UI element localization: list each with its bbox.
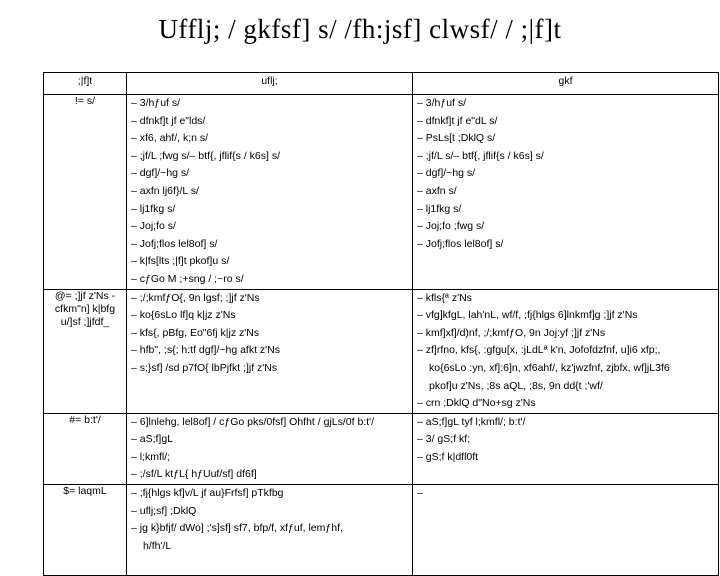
list-item: – k|fs[lts ;|f]t pkof]u s/ [131,255,230,268]
list-item: – kfs{, pBfg, Eo"6fj k|jz z'Ns [131,326,260,339]
list-item: h/fh'/L [143,539,172,552]
list-item: – hfb", ;s{; h:tf dgf]/~hg afkt z'Ns [131,344,281,357]
category-cell: $= laqmL [44,485,127,576]
header-municipality: gkf [413,73,719,95]
village-items [127,289,413,413]
list-item: – kfls{ª z'Ns [417,291,472,304]
list-item: – zf]rfno, kfs{, :gfgu[x, :jLdLª k'n, Jofofdzfnf, u]i6 xfp;, [417,344,661,357]
category-cell: @= ;]jf z'Ns -cfkm"n] k|bfg u/]sf ;]jfdf_ [44,289,127,413]
list-item: – ;/sf/L ktƒL{ hƒUuf/sf] df6f] [131,468,257,481]
list-item: – dfnkf]t jf e"dL s/ [417,114,498,127]
list-item: – dgf]/~hg s/ [417,167,476,180]
list-item: – ko{6sLo lf]q k|jz z'Ns [131,309,236,322]
header-village: uflj; [127,73,413,95]
list-item: – gS;f k|dfl0ft [417,450,479,463]
table-row [44,95,719,290]
list-item: – Jofj;flos lel8of] s/ [417,237,504,250]
list-item: pkof]u z'Ns, ;8s aQL, ;8s, 9n dd{t ;'wf/ [429,379,603,392]
list-item: – lj1fkg s/ [131,202,176,215]
page-title: Ufflj; / gkfsf] s/ /fh:jsf] clwsf/ / ;|f]t [158,14,562,44]
list-item: – aS;f]gL [131,433,174,446]
list-item: – dgf]/~hg s/ [131,167,190,180]
municipality-items [413,485,719,576]
table-row [44,413,719,484]
list-item: – aS;f]gL tyf l;kmfl/; b:t'/ [417,415,526,428]
category-cell: #= b:t'/ [44,413,127,484]
table-row [44,289,719,413]
header-source: ;|f]t [44,73,127,95]
village-items [127,485,413,576]
list-item: – kmf]xf]/d)nf, ;/;kmfƒO, 9n Joj:yf ;]jf z'Ns [417,326,606,339]
list-item: – 3/ gS;f kf; [417,433,471,446]
table-header-row [44,73,719,95]
list-item: – axfn lj6f}/L s/ [131,184,199,197]
list-item: – l;kmfl/; [131,450,171,463]
list-item: – Jofj;flos lel8of] s/ [131,237,218,250]
list-item: – crn ;DklQ d"No+sg z'Ns [417,397,536,410]
list-item: – [417,487,423,500]
list-item: – ;jf/L s/– btf{, jflif{s / k6s] s/ [417,149,544,162]
table-row [44,485,719,576]
list-item: – ;/;kmfƒO{, 9n lgsf; ;]jf z'Ns [131,291,260,304]
list-item: – ;jf/L ;fwg s/– btf{, jflif{s / k6s] s/ [131,149,281,162]
list-item: – axfn s/ [417,184,457,197]
village-items [127,95,413,290]
list-item: – s;}sf] /sd p7fO{ lbPjfkt ;]jf z'Ns [131,361,278,374]
list-item: – PsLs[t ;DklQ s/ [417,132,496,145]
list-item: – Joj;fo ;fwg s/ [417,220,485,233]
list-item: – 3/hƒuf s/ [417,97,467,109]
category-cell: != s/ [44,95,127,290]
revenue-source-table [43,72,719,576]
list-item: – 6]lnlehg, lel8of] / cƒGo pks/0fsf] Ohfht / gjLs/0f b:t'/ [131,415,375,428]
list-item: – jg k}bfjf/ dWo] ;'s]sf] sf7, bfp/f, xfƒuf, lemƒhf, [131,522,343,535]
list-item: – dfnkf]t jf e"lds/ [131,114,206,127]
municipality-items [413,95,719,290]
list-item: ko{6sLo :yn, xf]:6]n, xf6ahf/, kz'jwzfnf, zjbfx, wf]jL3f6 [429,361,670,374]
list-item: – Joj;fo s/ [131,220,176,233]
list-item: – lj1fkg s/ [417,202,462,215]
list-item: – xf6, ahf/, k;n s/ [131,132,209,145]
list-item: – ;fj{hlgs kf]v/L jf au}Frfsf] pTkfbg [131,487,284,500]
list-item: – uflj;sf] ;DklQ [131,504,197,517]
list-item: – cƒGo M ;+sng / ;~ro s/ [131,272,244,285]
municipality-items [413,413,719,484]
list-item: – vfg]kfgL, lah'nL, wf/f, ;fj{hlgs 6]lnkmf]g ;]jf z'Ns [417,309,638,322]
municipality-items [413,289,719,413]
list-item: – 3/hƒuf s/ [131,97,181,109]
village-items [127,413,413,484]
